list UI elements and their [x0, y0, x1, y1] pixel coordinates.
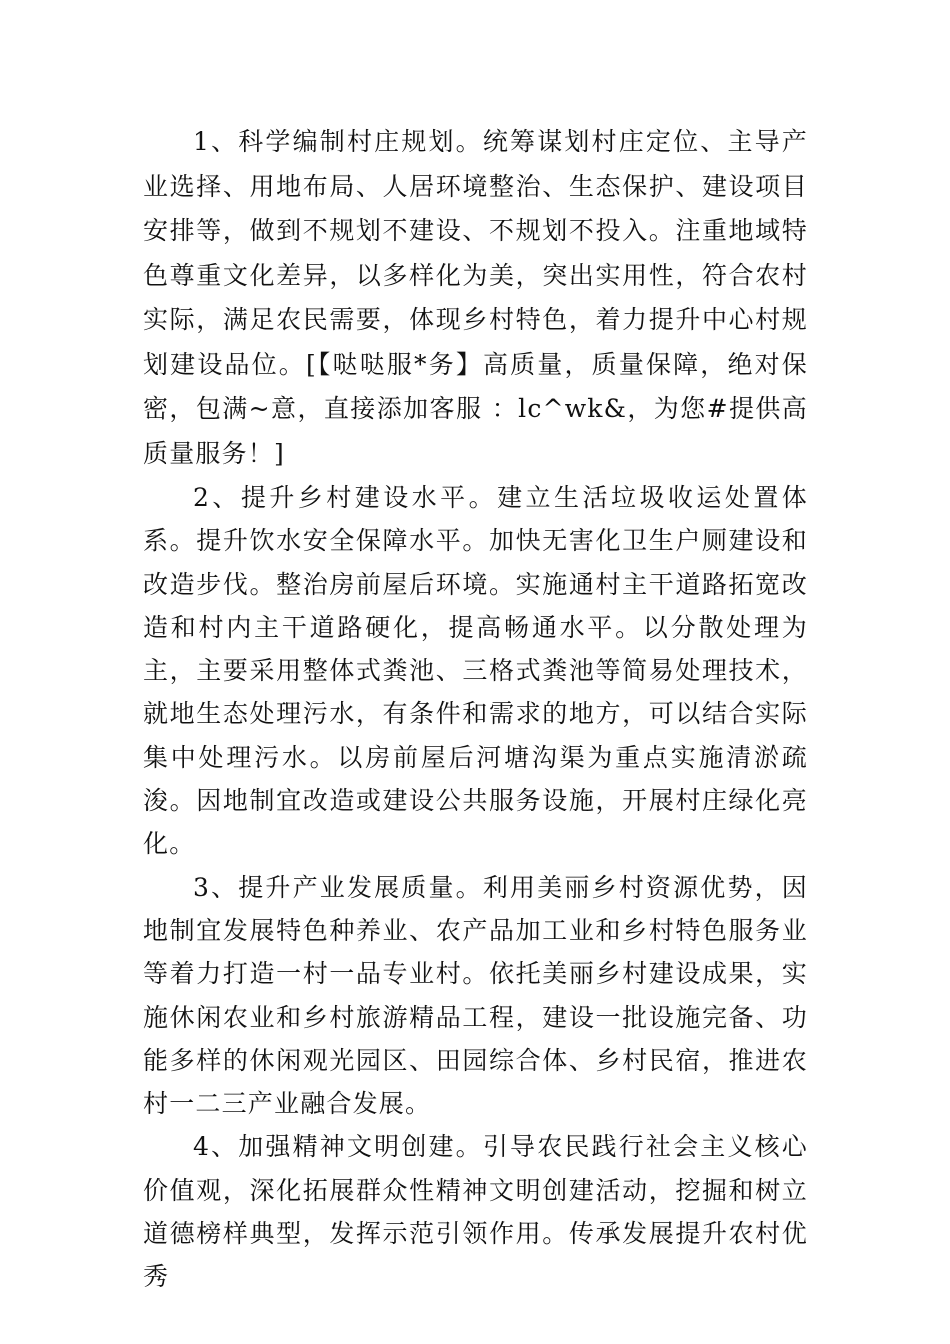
- paragraph-industry-development: 3、提升产业发展质量。利用美丽乡村资源优势，因地制宜发展特色种养业、农产品加工业和乡村特色服务业等着力打造一村一品专业村。依托美丽乡村建设成果，实施休闲农业和乡村旅游精品工程，建设一批设施完备、功能多样的休闲观光园区、田园综合体、乡村民宿，推进农村一二三产业融合发展。: [143, 872, 808, 1119]
- document-body: [143, 120, 808, 1299]
- paragraph-spiritual-civilization: 4、加强精神文明创建。引导农民践行社会主义核心价值观，深化拓展群众性精神文明创建活动，挖掘和树立道德榜样典型，发挥示范引领作用。传承发展提升农村优秀: [143, 1132, 808, 1292]
- paragraph-rural-construction: 2、提升乡村建设水平。建立生活垃圾收运处置体系。提升饮水安全保障水平。加快无害化卫生户厕建设和改造步伐。整治房前屋后环境。实施通村主干道路拓宽改造和村内主干道路硬化，提高畅通水平。以分散处理为主，主要采用整体式粪池、三格式粪池等简易处理技术，就地生态处理污水，有条件和需求的地方，可以结合实际集中处理污水。以房前屋后河塘沟渠为重点实施清淤疏浚。因地制宜改造或建设公共服务设施，开展村庄绿化亮化。: [143, 483, 808, 859]
- paragraph-village-planning: 1、科学编制村庄规划。统筹谋划村庄定位、主导产业选择、用地布局、人居环境整治、生态保护、建设项目安排等，做到不规划不建设、不规划不投入。注重地域特色尊重文化差异，以多样化为美，突出实用性，符合农村实际，满足农民需要，体现乡村特色，着力提升中心村规划建设品位。[【哒哒服*务】高质量，质量保障，绝对保密，包满~意，直接添加客服 ：lc^wk&，为您#提供高质量服务！]: [143, 127, 808, 468]
